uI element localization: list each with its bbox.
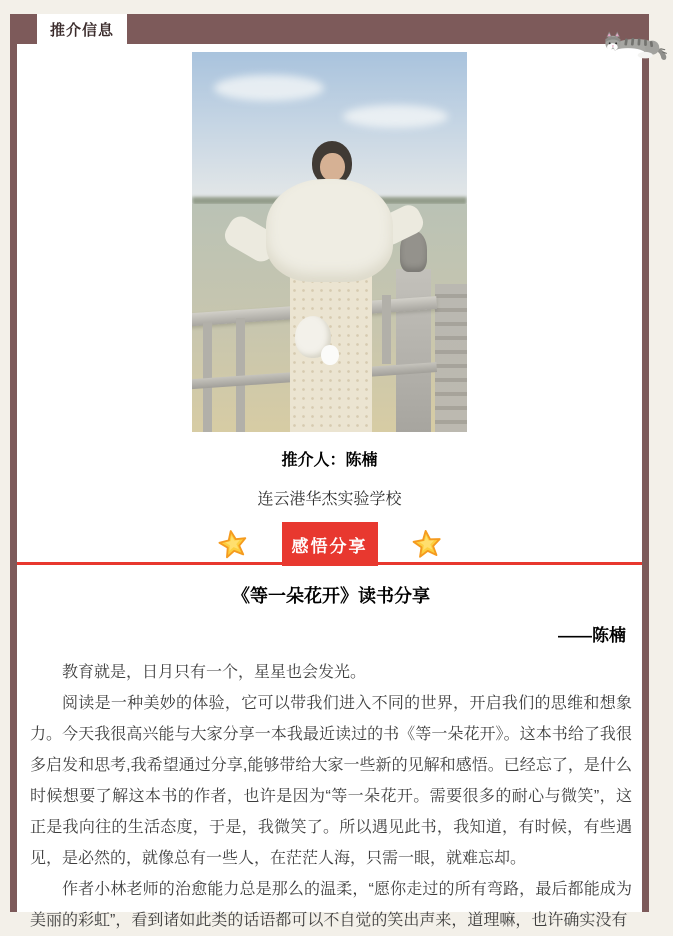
article-page <box>10 14 649 929</box>
section-tab <box>37 14 127 44</box>
article-body <box>17 582 642 936</box>
photo-person-face <box>320 153 345 182</box>
paragraph: 教育就是，日月只有一个，星星也会发光。 <box>62 664 367 681</box>
photo-railing-lattice <box>435 284 467 432</box>
cat-illustration <box>600 30 670 62</box>
banner-row <box>17 522 642 566</box>
presenter-photo <box>192 52 467 432</box>
photo-cloud <box>343 105 448 128</box>
section-tab-label: 推介信息 <box>50 21 115 39</box>
banner-label: 感悟分享 <box>291 536 368 556</box>
article-title: 《等一朵花开》读书分享 <box>232 586 430 606</box>
paragraph: 作者小林老师的治愈能力总是那么的温柔，“愿你走过的所有弯路，最后都能成为美丽的彩虹”，看到诸如此类的话语都可以不自觉的笑出声来，道理嘛，也许确实没有 <box>30 881 632 929</box>
photo-person-cardigan <box>266 179 393 282</box>
photo-baluster <box>382 295 391 363</box>
photo-railing-pillar <box>396 269 432 432</box>
banner-badge <box>282 522 378 566</box>
article-paragraphs <box>30 657 632 936</box>
top-bar <box>17 14 642 44</box>
star-icon <box>215 527 250 562</box>
star-icon <box>410 528 443 561</box>
presenter-name: 推介人：陈楠 <box>281 452 378 469</box>
article-author: ——陈楠 <box>558 626 626 645</box>
paragraph: 阅读是一种美妙的体验，它可以带我们进入不同的世界，开启我们的思维和想象力。今天我很高兴能与大家分享一本我最近读过的书《等一朵花开》。这本书给了我很多启发和思考,我希望通过分享,能够带给大家一些新的见解和感悟。已经忘了，是什么时候想要了解这本书的作者，也许是因为“等一朵花开。需要很多的耐心与微笑”，这正是我向往的生活态度，于是，我微笑了。所以遇见此书，我知道，有时候，有些遇见，是必然的，就像总有一些人，在茫茫人海，只需一眼，就难忘却。 <box>30 695 632 867</box>
presenter-school: 连云港华杰实验学校 <box>257 491 402 508</box>
